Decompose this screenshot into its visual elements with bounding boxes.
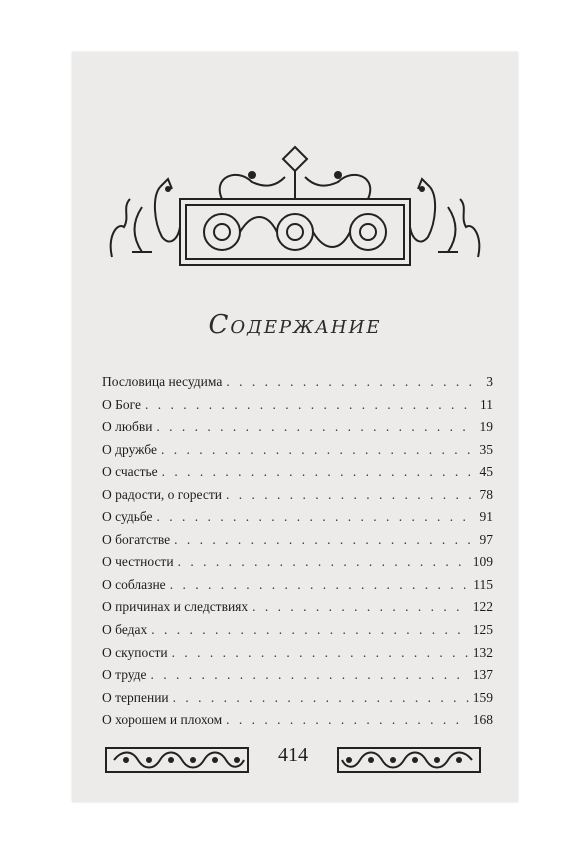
toc-leader-dots [151, 622, 469, 638]
toc-entry-page: 97 [479, 531, 493, 547]
toc-entry-page: 19 [479, 419, 493, 435]
toc-entry-page: 35 [479, 441, 493, 457]
toc-leader-dots [145, 397, 473, 413]
toc-entry-page: 159 [472, 689, 493, 705]
toc-entry[interactable] [102, 374, 493, 397]
toc-entry-page: 11 [480, 396, 493, 412]
toc-leader-dots [157, 509, 473, 525]
toc-entry[interactable] [102, 397, 493, 420]
toc-entry[interactable] [102, 442, 493, 465]
toc-entry-page: 122 [472, 599, 493, 615]
toc-leader-dots [226, 374, 473, 390]
toc-entry[interactable] [102, 509, 493, 532]
table-of-contents [102, 374, 493, 735]
toc-leader-dots [170, 577, 470, 593]
toc-entry[interactable] [102, 532, 493, 555]
toc-leader-dots [174, 532, 473, 548]
toc-entry-title: О радости, о горести [102, 486, 222, 502]
toc-entry-title: О бедах [102, 622, 148, 638]
toc-entry-title: О честности [102, 554, 174, 570]
toc-entry-title: О богатстве [102, 531, 171, 547]
toc-entry-title: О скупости [102, 644, 168, 660]
toc-leader-dots [161, 442, 473, 458]
contents-title: Содержание [208, 310, 382, 340]
toc-entry-title: О любви [102, 419, 153, 435]
toc-entry-title: Пословица несудима [102, 374, 223, 389]
toc-entry[interactable] [102, 667, 493, 690]
toc-entry-title: О дружбе [102, 441, 157, 457]
toc-entry-title: О судьбе [102, 509, 153, 525]
toc-leader-dots [156, 419, 473, 435]
toc-entry-page: 132 [472, 644, 493, 660]
toc-entry[interactable] [102, 622, 493, 645]
toc-entry[interactable] [102, 419, 493, 442]
toc-entry-page: 137 [472, 667, 493, 683]
toc-entry-title: О терпении [102, 689, 169, 705]
toc-leader-dots [226, 712, 469, 728]
toc-entry[interactable] [102, 487, 493, 510]
toc-entry[interactable] [102, 712, 493, 735]
toc-entry-page: 78 [479, 486, 493, 502]
toc-leader-dots [173, 690, 469, 706]
toc-leader-dots [162, 464, 473, 480]
toc-entry[interactable] [102, 577, 493, 600]
toc-leader-dots [178, 554, 469, 570]
toc-entry-page: 3 [486, 374, 493, 389]
toc-entry-title: О соблазне [102, 576, 166, 592]
book-page [72, 52, 518, 802]
toc-entry-page: 115 [473, 576, 493, 592]
toc-entry-title: О Боге [102, 396, 141, 412]
toc-entry-page: 168 [472, 712, 493, 728]
toc-entry[interactable] [102, 464, 493, 487]
toc-entry-page: 45 [479, 464, 493, 480]
toc-entry-page: 125 [472, 622, 493, 638]
toc-leader-dots [252, 599, 469, 615]
toc-entry-title: О счастье [102, 464, 158, 480]
toc-entry[interactable] [102, 645, 493, 668]
toc-leader-dots [226, 487, 473, 503]
toc-leader-dots [172, 645, 469, 661]
toc-entry[interactable] [102, 690, 493, 713]
toc-entry-title: О хорошем и плохом [102, 712, 223, 728]
toc-entry-title: О труде [102, 667, 147, 683]
toc-entry-page: 109 [472, 554, 493, 570]
toc-entry-page: 91 [479, 509, 493, 525]
toc-entry-title: О причинах и следствиях [102, 599, 249, 615]
decorative-footer-ornament-left [102, 742, 252, 778]
toc-leader-dots [151, 667, 469, 683]
page-number: 414 [278, 744, 308, 766]
toc-entry[interactable] [102, 554, 493, 577]
decorative-footer-ornament-right [334, 742, 484, 778]
toc-entry[interactable] [102, 599, 493, 622]
decorative-header-ornament [102, 127, 488, 267]
